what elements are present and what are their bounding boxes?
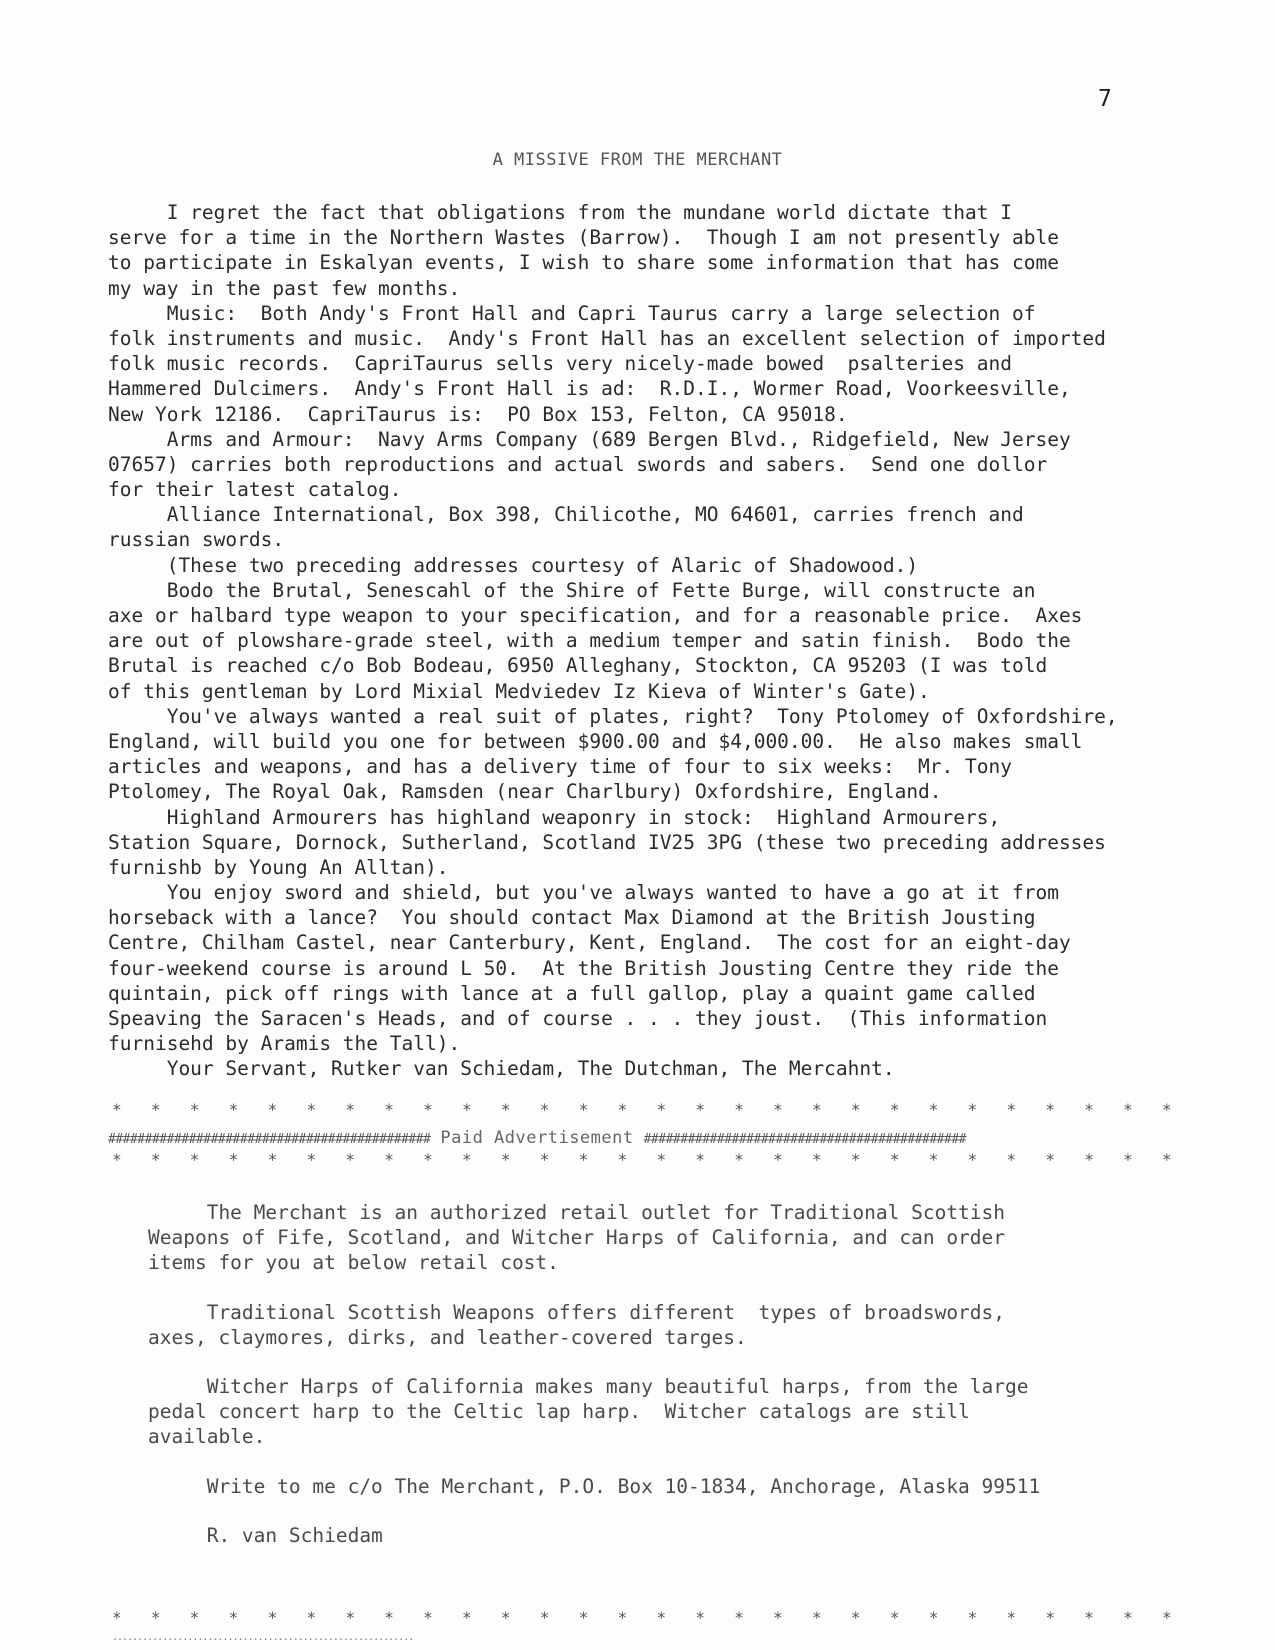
star-separator-bottom [112,1608,1172,1627]
page-number: 7 [1098,86,1112,112]
body-line: Your Servant, Rutker van Schiedam, The Dutchman, The Mercahnt. [108,1057,895,1081]
body-line: I regret the fact that obligations from the mundane world dictate that I [108,201,1012,224]
body-line: my way in the past few months. [108,276,461,300]
separator-star: * [1006,1608,1017,1627]
dotted-rule: ............................................................ [112,1632,414,1643]
separator-star: * [189,1608,200,1627]
separator-star: * [267,1100,278,1119]
separator-star: * [1123,1150,1133,1169]
body-line: Hammered Dulcimers. Andy's Front Hall is ad: R.D.I., Wormer Road, Voorkeesville, [108,377,1071,401]
separator-star: * [1123,1608,1133,1627]
separator-star: * [189,1150,200,1169]
ad-line: Traditional Scottish Weapons offers different types of broadswords, [148,1300,1006,1324]
ad-paragraph [148,1474,1168,1499]
separator-star: * [656,1150,667,1169]
body-line: serve for a time in the Northern Wastes (Barrow). Though I am not presently able [108,226,1059,250]
separator-star: * [228,1608,239,1627]
separator-star: * [889,1100,900,1119]
body-line: axe or halbard type weapon to your specification, and for a reasonable price. Axes [108,604,1083,627]
separator-star: * [1045,1150,1056,1169]
body-line: folk instruments and music. Andy's Front Hall has an excellent selection of imported [108,326,1106,350]
separator-star: * [345,1150,355,1169]
separator-star: * [617,1608,628,1627]
separator-star: * [150,1100,161,1119]
separator-star: * [889,1150,900,1169]
body-line: 07657) carries both reproductions and actual swords and sabers. Send one dollor [108,452,1048,476]
separator-star: * [1084,1100,1094,1119]
body-line: Brutal is reached c/o Bob Bodeau, 6950 Alleghany, Stockton, CA 95203 (I was told [108,654,1048,678]
body-line: Alliance International, Box 398, Chilicothe, MO 64601, carries french and [108,503,1024,527]
body-line: to participate in Eskalyan events, I wish to share some information that has come [108,251,1059,275]
ad-line: available. [148,1425,266,1449]
separator-star: * [1123,1100,1133,1119]
separator-star: * [695,1150,705,1169]
separator-star: * [967,1608,978,1627]
body-line: England, will build you one for between $900.00 and $4,000.00. He also makes small [108,729,1083,753]
ad-line: axes, claymores, dirks, and leather-covered targes. [148,1325,747,1349]
separator-star: * [112,1150,122,1169]
separator-star: * [656,1608,667,1627]
ad-line: Write to me c/o The Merchant, P.O. Box 10-1834, Anchorage, Alaska 99511 [148,1474,1041,1498]
body-line: (These two preceding addresses courtesy of Alaric of Shadowood.) [108,553,919,577]
separator-star: * [1084,1150,1094,1169]
separator-star: * [539,1100,550,1119]
separator-star: * [617,1150,628,1169]
separator-star: * [812,1100,822,1119]
separator-star: * [539,1608,550,1627]
separator-star: * [889,1608,900,1627]
body-line: articles and weapons, and has a delivery time of four to six weeks: Mr. Tony [108,755,1012,779]
body-line: You enjoy sword and shield, but you've always wanted to have a go at it from [108,881,1059,905]
separator-star: * [150,1608,161,1627]
body-line: four-weekend course is around L 50. At the British Jousting Centre they ride the [108,956,1059,980]
separator-star: * [656,1100,667,1119]
advertisement-label: Paid Advertisement [440,1128,634,1148]
body-line: of this gentleman by Lord Mixial Medviedev Iz Kieva of Winter's Gate). [108,679,930,703]
hash-fill-right: ############################################ [643,1132,966,1147]
separator-star: * [734,1100,744,1119]
separator-star: * [345,1100,355,1119]
separator-star: * [384,1608,394,1627]
separator-star: * [695,1100,705,1119]
separator-star: * [462,1150,472,1169]
article-body [108,200,1188,1082]
separator-star: * [578,1100,589,1119]
ad-line: The Merchant is an authorized retail outlet for Traditional Scottish [148,1201,1006,1224]
separator-star: * [345,1608,355,1627]
ad-paragraph [148,1374,1168,1450]
separator-star: * [812,1150,822,1169]
separator-star: * [967,1100,978,1119]
article-title: A MISSIVE FROM THE MERCHANT [492,150,783,170]
body-line: Centre, Chilham Castel, near Canterbury, Kent, England. The cost for an eight-day [108,931,1071,955]
ad-paragraph [148,1200,1168,1276]
separator-star: * [306,1608,317,1627]
body-line: Music: Both Andy's Front Hall and Capri Taurus carry a large selection of [108,301,1036,325]
body-line: Ptolomey, The Royal Oak, Ramsden (near Charlbury) Oxfordshire, England. [108,780,942,804]
separator-star: * [773,1608,783,1627]
ad-paragraph [148,1523,1168,1548]
body-line: furnisehd by Aramis the Tall). [108,1032,461,1056]
body-line: furnishb by Young An Alltan). [108,855,449,879]
ad-line: Witcher Harps of California makes many beautiful harps, from the large [148,1374,1029,1398]
separator-star: * [267,1608,278,1627]
separator-star: * [462,1100,472,1119]
ad-line: items for you at below retail cost. [148,1251,559,1275]
separator-star: * [112,1608,122,1627]
body-line: Arms and Armour: Navy Arms Company (689 Bergen Blvd., Ridgefield, New Jersey [108,427,1071,451]
separator-star: * [773,1150,783,1169]
separator-star: * [928,1100,939,1119]
body-line: New York 12186. CapriTaurus is: PO Box 153, Felton, CA 95018. [108,402,848,426]
separator-star: * [189,1100,200,1119]
body-line: are out of plowshare-grade steel, with a medium temper and satin finish. Bodo the [108,629,1071,653]
separator-star: * [812,1608,822,1627]
body-line: Speaving the Saracen's Heads, and of course . . . they joust. (This information [108,1007,1048,1030]
separator-star: * [423,1150,433,1169]
separator-star: * [384,1150,394,1169]
separator-star: * [306,1150,317,1169]
separator-star: * [850,1608,861,1627]
hash-fill-left: ############################################ [108,1132,431,1147]
separator-star: * [384,1100,394,1119]
body-line: Bodo the Brutal, Senescahl of the Shire of Fette Burge, will constructe an [108,578,1036,602]
separator-star: * [850,1150,861,1169]
separator-star: * [228,1150,239,1169]
separator-star: * [695,1608,705,1627]
separator-star: * [734,1608,744,1627]
separator-star: * [928,1150,939,1169]
separator-star: * [150,1150,161,1169]
separator-star: * [267,1150,278,1169]
separator-star: * [539,1150,550,1169]
separator-star: * [773,1100,783,1119]
body-line: folk music records. CapriTaurus sells very nicely-made bowed psalteries and [108,352,1012,376]
separator-star: * [1162,1100,1172,1119]
separator-star: * [112,1100,122,1119]
separator-star: * [1045,1608,1056,1627]
separator-star: * [928,1608,939,1627]
separator-star: * [306,1100,317,1119]
ad-line: pedal concert harp to the Celtic lap harp. Witcher catalogs are still [148,1400,970,1424]
separator-star: * [617,1100,628,1119]
separator-star: * [500,1608,511,1627]
separator-star: * [1162,1150,1172,1169]
separator-star: * [967,1150,978,1169]
ad-paragraph [148,1300,1168,1350]
separator-star: * [423,1608,433,1627]
separator-star: * [1084,1608,1094,1627]
body-line: You've always wanted a real suit of plates, right? Tony Ptolomey of Oxfordshire, [108,704,1118,728]
separator-star: * [1045,1100,1056,1119]
body-line: horseback with a lance? You should contact Max Diamond at the British Jousting [108,906,1036,930]
separator-star: * [423,1100,433,1119]
separator-star: * [500,1100,511,1119]
separator-star: * [462,1608,472,1627]
body-line: Highland Armourers has highland weaponry in stock: Highland Armourers, [108,805,1001,829]
advertisement-banner [108,1128,1178,1148]
ad-line: Weapons of Fife, Scotland, and Witcher Harps of California, and can order [148,1226,1006,1250]
body-line: for their latest catalog. [108,478,402,502]
separator-star: * [228,1100,239,1119]
advertisement-body [148,1200,1168,1572]
body-line: russian swords. [108,528,285,552]
separator-star: * [578,1608,589,1627]
separator-star: * [734,1150,744,1169]
separator-star: * [500,1150,511,1169]
ad-line: R. van Schiedam [148,1523,383,1547]
star-separator-top [112,1100,1172,1119]
separator-star: * [1162,1608,1172,1627]
separator-star: * [578,1150,589,1169]
separator-star: * [1006,1150,1017,1169]
separator-star: * [850,1100,861,1119]
separator-star: * [1006,1100,1017,1119]
body-line: Station Square, Dornock, Sutherland, Scotland IV25 3PG (these two preceding addresses [108,830,1106,854]
body-line: quintain, pick off rings with lance at a full gallop, play a quaint game called [108,981,1036,1005]
star-separator-middle [112,1150,1172,1169]
